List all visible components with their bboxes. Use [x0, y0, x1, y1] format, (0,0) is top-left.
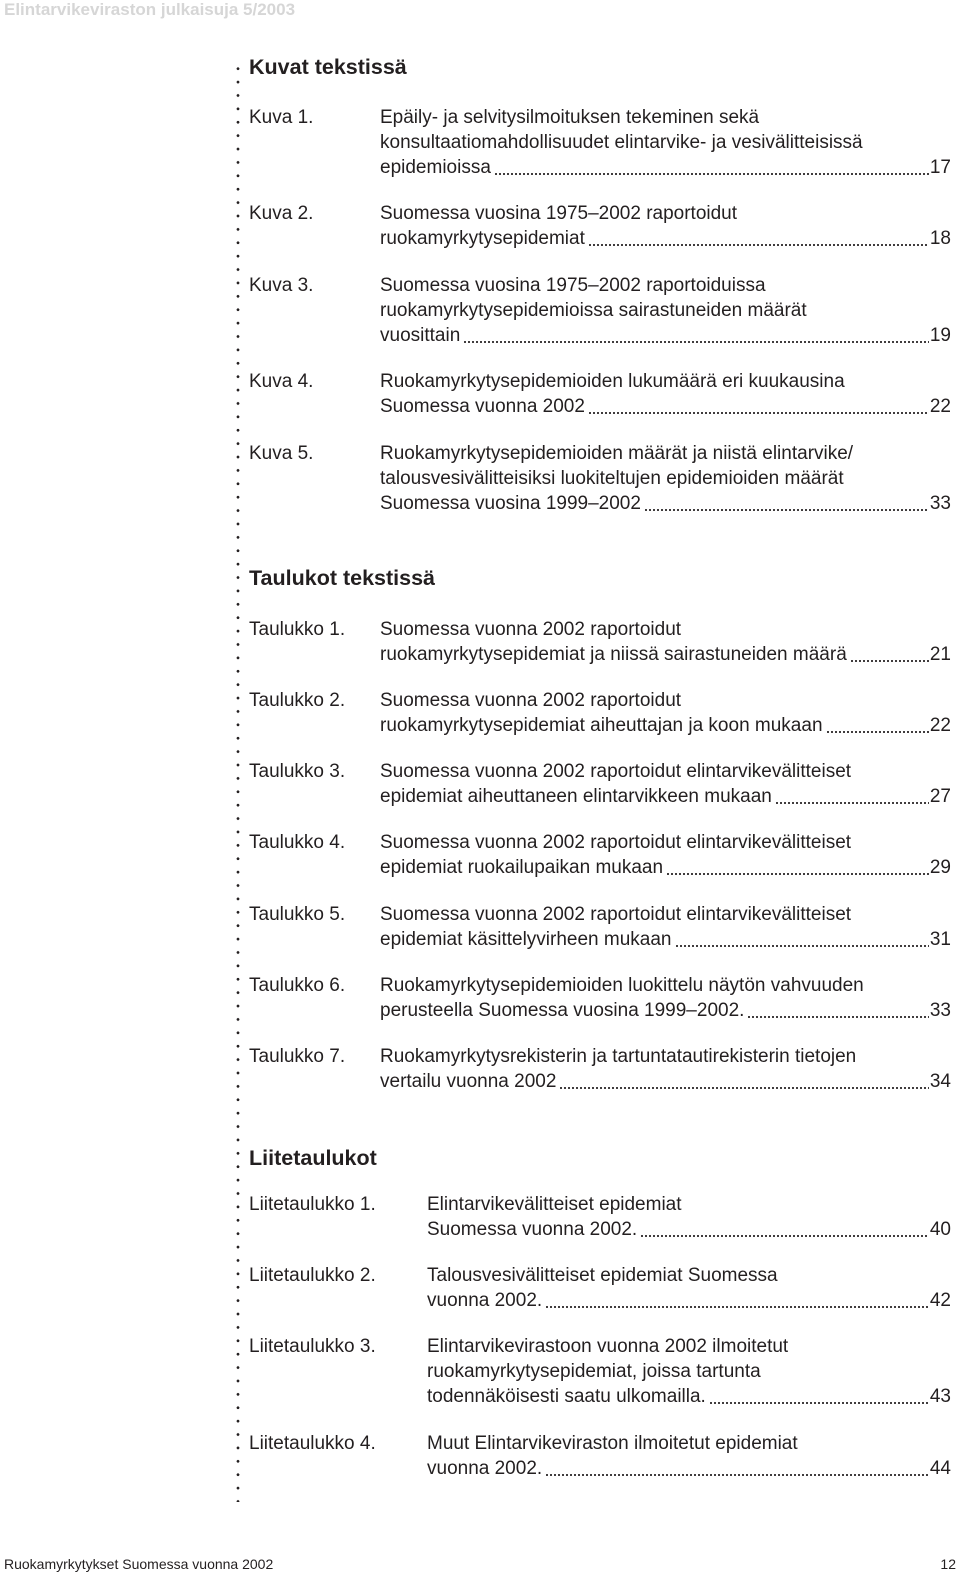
entry-last-line: [380, 855, 951, 880]
entry-last-line: [380, 155, 951, 180]
dot-leader: [545, 1290, 929, 1309]
entry-last-line: [380, 226, 951, 251]
entry-label: Taulukko 7.: [249, 1046, 346, 1067]
entry-label: Taulukko 6.: [249, 975, 346, 996]
entry-title-line: todennäköisesti saatu ulkomailla.: [427, 1386, 706, 1407]
toc-entry[interactable]: [249, 273, 951, 348]
entry-page-number: 22: [929, 396, 951, 417]
entry-page-number: 42: [929, 1290, 951, 1311]
toc-entry[interactable]: [249, 1263, 951, 1313]
entry-label: Liitetaulukko 4.: [249, 1433, 376, 1454]
entry-title: [380, 105, 951, 180]
dot-leader: [850, 644, 929, 663]
toc-entry[interactable]: [249, 688, 951, 738]
entry-title-line: Elintarvikevirastoon vuonna 2002 ilmoitetut: [427, 1336, 789, 1357]
entry-last-line: [380, 1069, 951, 1094]
toc-entry[interactable]: [249, 441, 951, 516]
entry-label: Taulukko 3.: [249, 761, 346, 782]
entry-title: [380, 201, 951, 251]
entry-label: Taulukko 4.: [249, 832, 346, 853]
entry-title: [380, 441, 951, 516]
entry-page-number: 18: [929, 228, 951, 249]
entry-title-line: Muut Elintarvikeviraston ilmoitetut epidemiat: [427, 1433, 798, 1454]
dot-leader: [675, 929, 929, 948]
entry-page-number: 33: [929, 493, 951, 514]
entry-title-line: Suomessa vuonna 2002 raportoidut: [380, 619, 682, 640]
entry-label: Liitetaulukko 3.: [249, 1336, 376, 1357]
entry-title-line: Ruokamyrkytysrekisterin ja tartuntatautirekisterin tietojen: [380, 1046, 857, 1067]
dot-leader: [588, 396, 929, 415]
toc-entry[interactable]: [249, 973, 951, 1023]
section-heading: Taulukot tekstissä: [249, 566, 435, 590]
entry-title-line: konsultaatiomahdollisuudet elintarvike- ja vesivälitteisissä: [380, 132, 863, 153]
entry-title-line: Suomessa vuonna 2002 raportoidut elintarvikevälitteiset: [380, 761, 852, 782]
entry-page-number: 34: [929, 1071, 951, 1092]
entry-page-number: 43: [929, 1386, 951, 1407]
toc-entry[interactable]: [249, 902, 951, 952]
entry-last-line: [380, 927, 951, 952]
entry-title-line: Suomessa vuonna 2002 raportoidut: [380, 690, 682, 711]
entry-last-line: [380, 394, 951, 419]
entry-label: Kuva 3.: [249, 275, 314, 296]
entry-title: [380, 369, 951, 419]
toc-entry[interactable]: [249, 369, 951, 419]
entry-last-line: [380, 713, 951, 738]
entry-page-number: 27: [929, 786, 951, 807]
entry-title-line: Elintarvikevälitteiset epidemiat: [427, 1194, 682, 1215]
entry-label: Taulukko 5.: [249, 904, 346, 925]
entry-title: [427, 1263, 951, 1313]
entry-title-line: ruokamyrkytysepidemiat, joissa tartunta: [427, 1361, 761, 1382]
dot-leader: [747, 1000, 928, 1019]
entry-last-line: [380, 784, 951, 809]
entry-title-line: Suomessa vuonna 2002 raportoidut elintarvikevälitteiset: [380, 832, 852, 853]
entry-last-line: [380, 998, 951, 1023]
entry-title-line: epidemiat käsittelyvirheen mukaan: [380, 929, 672, 950]
entry-title-line: Suomessa vuosina 1975–2002 raportoidut: [380, 203, 738, 224]
dot-leader: [494, 157, 929, 176]
entry-page-number: 29: [929, 857, 951, 878]
entry-title: [380, 973, 951, 1023]
entry-page-number: 19: [929, 325, 951, 346]
section-heading: Kuvat tekstissä: [249, 55, 407, 79]
entry-title-line: vuosittain: [380, 325, 461, 346]
entry-page-number: 21: [929, 644, 951, 665]
dot-leader: [775, 786, 929, 805]
dot-leader: [709, 1386, 929, 1405]
entry-label: Kuva 1.: [249, 107, 314, 128]
entry-last-line: [380, 642, 951, 667]
dot-leader: [826, 715, 929, 734]
entry-label: Kuva 2.: [249, 203, 314, 224]
dot-leader: [666, 857, 929, 876]
toc-entry[interactable]: [249, 617, 951, 667]
entry-last-line: [427, 1456, 951, 1481]
entry-label: Liitetaulukko 2.: [249, 1265, 376, 1286]
entry-title-line: vertailu vuonna 2002: [380, 1071, 557, 1092]
entry-last-line: [380, 323, 951, 348]
section-heading: Liitetaulukot: [249, 1146, 377, 1170]
entry-title-line: Ruokamyrkytysepidemioiden määrät ja niistä elintarvike/: [380, 443, 854, 464]
entry-title: [427, 1192, 951, 1242]
toc-entry[interactable]: [249, 201, 951, 251]
dot-leader: [545, 1458, 929, 1477]
toc-entry[interactable]: [249, 759, 951, 809]
entry-last-line: [427, 1288, 951, 1313]
entry-title-line: Ruokamyrkytysepidemioiden lukumäärä eri kuukausina: [380, 371, 845, 392]
entry-title-line: epidemioissa: [380, 157, 491, 178]
entry-title: [380, 617, 951, 667]
entry-title-line: Suomessa vuosina 1975–2002 raportoiduissa: [380, 275, 766, 296]
entry-page-number: 44: [929, 1458, 951, 1479]
entry-title-line: Talousvesivälitteiset epidemiat Suomessa: [427, 1265, 778, 1286]
entry-title-line: vuonna 2002.: [427, 1290, 543, 1311]
toc-entry[interactable]: [249, 1334, 951, 1409]
dot-leader: [640, 1219, 929, 1238]
entry-title-line: Suomessa vuosina 1999–2002: [380, 493, 641, 514]
entry-title-line: ruokamyrkytysepidemioissa sairastuneiden määrät: [380, 300, 807, 321]
entry-title: [427, 1334, 951, 1409]
toc-entry[interactable]: [249, 1431, 951, 1481]
footer-title: Ruokamyrkytykset Suomessa vuonna 2002: [4, 1556, 274, 1572]
toc-entry[interactable]: [249, 1192, 951, 1242]
dot-leader: [644, 493, 929, 512]
entry-title-line: vuonna 2002.: [427, 1458, 543, 1479]
entry-label: Kuva 4.: [249, 371, 314, 392]
entry-title-line: ruokamyrkytysepidemiat aiheuttajan ja koon mukaan: [380, 715, 823, 736]
entry-label: Taulukko 1.: [249, 619, 346, 640]
entry-page-number: 22: [929, 715, 951, 736]
entry-last-line: [380, 491, 951, 516]
entry-label: Liitetaulukko 1.: [249, 1194, 376, 1215]
dot-leader: [559, 1071, 928, 1090]
entry-page-number: 17: [929, 157, 951, 178]
dot-leader: [463, 325, 929, 344]
entry-title: [427, 1431, 951, 1481]
entry-title: [380, 688, 951, 738]
entry-title-line: epidemiat aiheuttaneen elintarvikkeen mukaan: [380, 786, 772, 807]
entry-page-number: 33: [929, 1000, 951, 1021]
entry-page-number: 40: [929, 1219, 951, 1240]
entry-last-line: [427, 1217, 951, 1242]
entry-last-line: [427, 1384, 951, 1409]
entry-title: [380, 759, 951, 809]
entry-title: [380, 1044, 951, 1094]
entry-title-line: Epäily- ja selvitysilmoituksen tekeminen sekä: [380, 107, 760, 128]
entry-title: [380, 830, 951, 880]
entry-title-line: Suomessa vuonna 2002: [380, 396, 585, 417]
entry-title: [380, 902, 951, 952]
entry-title-line: ruokamyrkytysepidemiat ja niissä sairastuneiden määrä: [380, 644, 847, 665]
entry-title-line: perusteella Suomessa vuosina 1999–2002.: [380, 1000, 745, 1021]
entry-title-line: Suomessa vuonna 2002 raportoidut elintarvikevälitteiset: [380, 904, 852, 925]
toc-entry[interactable]: [249, 830, 951, 880]
entry-title: [380, 273, 951, 348]
entry-title-line: talousvesivälitteisiksi luokiteltujen epidemioiden määrät: [380, 468, 844, 489]
entry-title-line: epidemiat ruokailupaikan mukaan: [380, 857, 664, 878]
entry-label: Kuva 5.: [249, 443, 314, 464]
toc-entry[interactable]: [249, 1044, 951, 1094]
dotted-margin-rule: [235, 62, 241, 1502]
entry-title-line: Suomessa vuonna 2002.: [427, 1219, 638, 1240]
page-number: 12: [940, 1556, 956, 1572]
entry-page-number: 31: [929, 929, 951, 950]
entry-label: Taulukko 2.: [249, 690, 346, 711]
dot-leader: [588, 228, 929, 247]
toc-entry[interactable]: [249, 105, 951, 180]
entry-title-line: ruokamyrkytysepidemiat: [380, 228, 585, 249]
running-header: Elintarvikeviraston julkaisuja 5/2003: [4, 0, 296, 19]
entry-title-line: Ruokamyrkytysepidemioiden luokittelu näytön vahvuuden: [380, 975, 864, 996]
